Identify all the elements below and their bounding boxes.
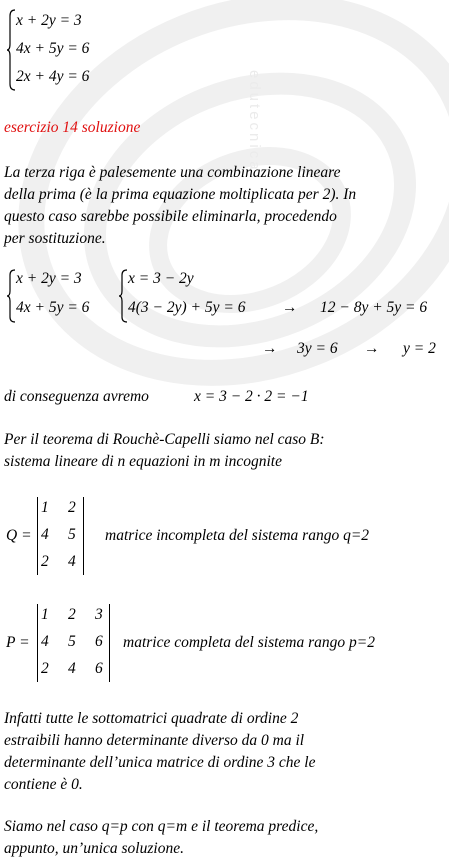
step-2-equation: 3y = 6 — [297, 340, 338, 357]
paragraph-1-line-1: La terza riga è palesemente una combinazione lineare — [4, 164, 341, 181]
consequence-text: di conseguenza avremo — [4, 388, 149, 405]
matrix-left-bar — [37, 604, 38, 682]
matrix-right-bar — [83, 497, 84, 575]
equation-3: 2x + 4y = 6 — [16, 68, 90, 85]
consequence-formula: x = 3 − 2 · 2 = −1 — [194, 388, 309, 405]
matrix-cell: 2 — [41, 553, 49, 570]
matrix-cell: 4 — [41, 526, 49, 543]
step-3-equation: y = 2 — [403, 340, 436, 357]
matrix-cell: 1 — [41, 499, 49, 516]
paragraph-3-line-2: estraibili hanno determinante diverso da 0 ma il — [4, 732, 305, 749]
matrix-cell: 5 — [68, 633, 76, 650]
matrix-q-description: matrice incompleta del sistema rango q=2 — [105, 527, 370, 544]
matrix-cell: 2 — [68, 606, 76, 623]
matrix-cell: 4 — [41, 633, 49, 650]
matrix-cell: 2 — [68, 499, 76, 516]
left-brace — [6, 268, 16, 324]
step-1-equation: 12 − 8y + 5y = 6 — [320, 299, 428, 316]
paragraph-2-line-1: Per il teorema di Rouchè-Capelli siamo nel caso B: — [4, 431, 325, 448]
matrix-cell: 4 — [68, 660, 76, 677]
left-brace — [118, 268, 128, 324]
matrix-cell: 6 — [95, 660, 103, 677]
matrix-cell: 4 — [68, 553, 76, 570]
paragraph-2-line-2: sistema lineare di n equazioni in m incognite — [4, 453, 282, 470]
paragraph-1-line-2: della prima (è la prima equazione moltiplicata per 2). In — [4, 186, 357, 203]
matrix-q — [37, 497, 87, 575]
paragraph-3-line-1: Infatti tutte le sottomatrici quadrate di ordine 2 — [4, 710, 299, 727]
matrix-cell: 1 — [41, 606, 49, 623]
arrow-2: → — [262, 340, 278, 357]
paragraph-4-line-1: Siamo nel caso q=p con q=m e il teorema predice, — [4, 818, 319, 835]
paragraph-3-line-3: determinante dell’unica matrice di ordine 3 che le — [4, 754, 316, 771]
paragraph-1-line-4: per sostituzione. — [4, 230, 106, 247]
matrix-cell: 2 — [41, 660, 49, 677]
matrix-p-description: matrice completa del sistema rango p=2 — [123, 634, 375, 651]
left-brace — [6, 8, 16, 92]
matrix-cell: 3 — [95, 606, 103, 623]
equation-1: x + 2y = 3 — [16, 12, 82, 29]
matrix-q-label: Q = — [6, 527, 32, 544]
equation-system-2 — [6, 268, 114, 324]
exercise-title: esercizio 14 soluzione — [4, 119, 141, 136]
equation-2: 4(3 − 2y) + 5y = 6 — [128, 299, 246, 316]
equation-1: x + 2y = 3 — [16, 270, 82, 287]
paragraph-4-line-2: appunto, un’unica soluzione. — [4, 840, 184, 857]
equation-2: 4x + 5y = 6 — [16, 40, 90, 57]
matrix-left-bar — [37, 497, 38, 575]
paragraph-3-line-4: contiene è 0. — [4, 776, 83, 793]
equation-2: 4x + 5y = 6 — [16, 299, 90, 316]
matrix-p-label: P = — [6, 634, 30, 651]
equation-system-1 — [6, 8, 126, 92]
matrix-right-bar — [109, 604, 110, 682]
paragraph-1-line-3: questo caso sarebbe possibile eliminarla, procedendo — [4, 208, 337, 225]
equation-system-3 — [118, 268, 278, 324]
matrix-p — [37, 604, 113, 682]
equation-1: x = 3 − 2y — [128, 270, 194, 287]
matrix-cell: 5 — [68, 526, 76, 543]
watermark-text: edutecnica — [246, 70, 263, 173]
matrix-cell: 6 — [95, 633, 103, 650]
arrow-1: → — [282, 299, 298, 316]
arrow-3: → — [364, 340, 380, 357]
